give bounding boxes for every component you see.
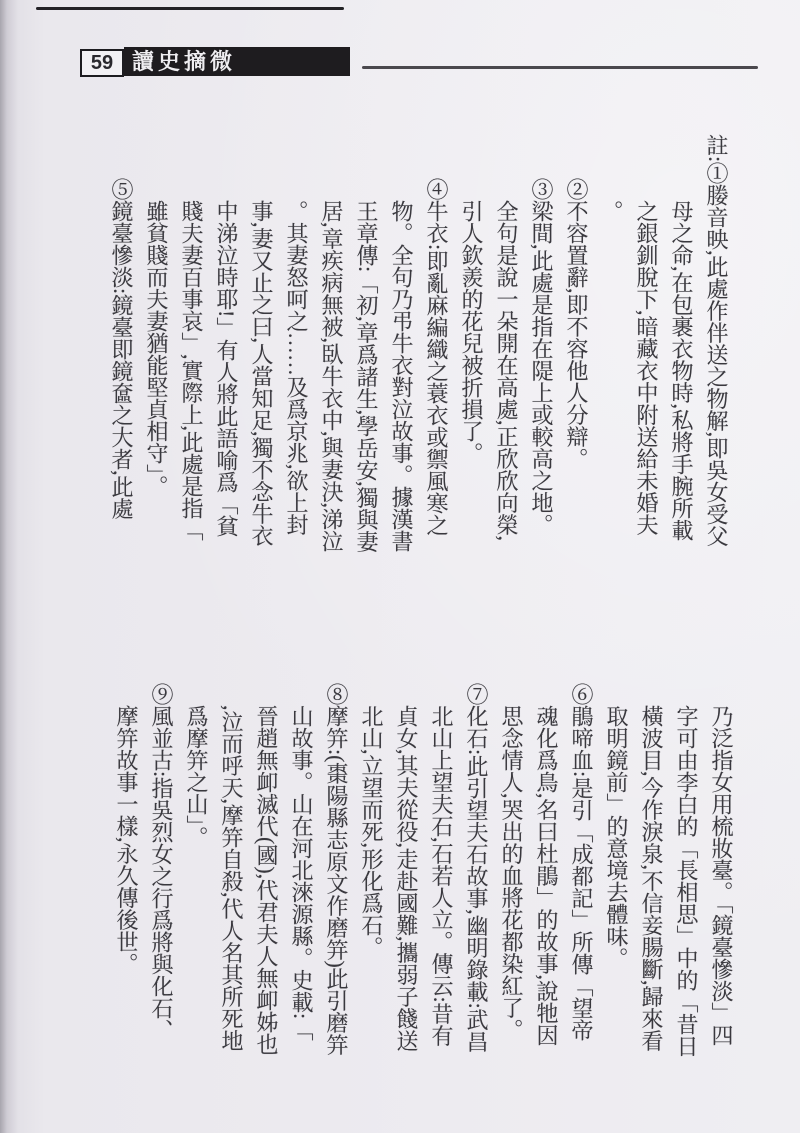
note-8-text: ⑧摩笄:(棗陽縣志原文作磨笄)此引磨笄山故事。山在河北淶源縣。史載:「晉趙無卹滅代(國),代君夫人無卹姊也,泣而呼天,摩笄自殺,代人名其所死地爲摩笄之山」。 (184, 683, 349, 1056)
notes-block-upper (104, 134, 734, 554)
chapter-title-bar (124, 47, 350, 76)
note-3-text: ③梁間,此處是指在隄上或較高之地。全句是說一朵開在高處,正欣欣向榮,引人欽羨的花兒被折損了。 (459, 178, 554, 541)
header-rule (362, 66, 758, 69)
page-number: 59 (80, 49, 124, 77)
note-5-text: ⑤鏡臺慘淡:鏡臺即鏡奩之大者,此處 (109, 178, 134, 520)
note-6-text: ⑥鵑啼血:是引「成都記」所傳「望帝魂化爲鳥,名曰杜鵑」的故事,說牠因思念情人,哭出的血將花都染紅了。 (499, 683, 594, 1046)
chapter-title: 讀史摘微 (132, 49, 237, 74)
note-1-text: 註:①媵音映,此處作伴送之物解,即吳女受父母之命,在包裹衣物時,私將手腕所載之銀釧脫下,暗藏衣中附送給未婚夫。 (599, 134, 729, 548)
note-4-text: ④牛衣:即亂麻編織之蓑衣或禦風寒之物。全句乃弔牛衣對泣故事。據漢書王章傳:「初,章爲諸生,學岳安,獨與妻居,章疾病無被,臥牛衣中,與妻決,涕泣。其妻怒呵之……及爲京兆,欲上封事,妻又止之曰,人當知足,獨不念牛衣中涕泣時耶!」有人將此語喻爲「貧賤夫妻百事哀」,實際上,此處是指「雖貧賤而夫妻猶能堅貞相守」。 (144, 178, 449, 553)
note-7-text: ⑦化石:此引望夫石故事,幽明錄載:武昌北山上望夫石,石若人立。傳云:昔有貞女,其夫從役,走赴國難,攜弱子餞送北山,立望而死,形化爲石。 (359, 683, 489, 1053)
note-2-text: ②不容置辭,即不容他人分辯。 (564, 178, 589, 470)
notes-block-lower (109, 683, 739, 1059)
note-5-continuation: 乃泛指女用梳妝臺。「鏡臺慘淡」四字可由李白的「長相思」中的「昔日橫波目,今作淚泉,不信妾腸斷,歸來看取明鏡前」的意境去體味。 (604, 705, 734, 1057)
note-9-text: ⑨風並古:指吳烈女之行爲將與化石、摩笄故事一樣,永久傳後世。 (114, 683, 174, 1042)
top-edge-rule (36, 7, 344, 10)
